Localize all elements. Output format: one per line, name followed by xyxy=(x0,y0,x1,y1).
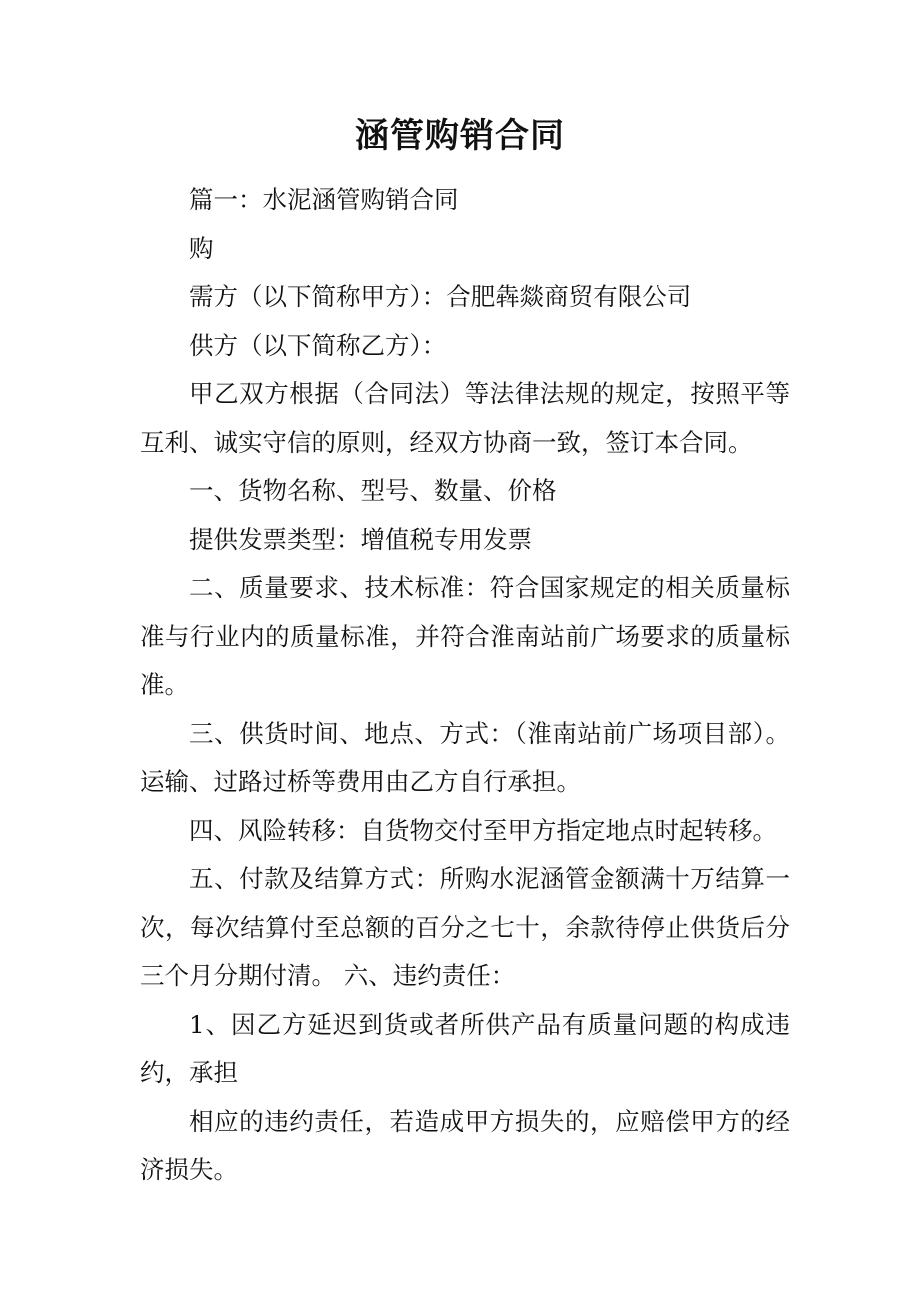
paragraph-clause-6-1-cont: 相应的违约责任，若造成甲方损失的，应赔偿甲方的经济损失。 xyxy=(140,1106,790,1184)
document-title: 涵管购销合同 xyxy=(355,116,565,156)
paragraph-clause-6-1: 1、因乙方延迟到货或者所供产品有质量问题的构成违约，承担 xyxy=(140,1009,790,1087)
paragraph-clause-5: 五、付款及结算方式：所购水泥涵管金额满十万结算一次，每次结算付至总额的百分之七十，余款待停止供货后分三个月分期付清。 六、违约责任： xyxy=(140,864,790,990)
paragraph-clause-3: 三、供货时间、地点、方式：（淮南站前广场项目部）。运输、过路过桥等费用由乙方自行承担。 xyxy=(140,718,790,796)
paragraph-supplier: 供方（以下简称乙方）： xyxy=(189,330,447,360)
paragraph-invoice-type: 提供发票类型：增值税专用发票 xyxy=(189,524,532,554)
document-body xyxy=(140,176,790,1195)
paragraph-fragment: 购 xyxy=(189,233,214,263)
paragraph-clause-4: 四、风险转移：自货物交付至甲方指定地点时起转移。 xyxy=(189,815,777,845)
paragraph-clause-1: 一、货物名称、型号、数量、价格 xyxy=(189,476,557,505)
paragraph-section-heading: 篇一：水泥涵管购销合同 xyxy=(189,185,459,214)
paragraph-preamble: 甲乙双方根据（合同法）等法律法规的规定，按照平等互利、诚实守信的原则，经双方协商一致，签订本合同。 xyxy=(140,379,790,457)
paragraph-clause-2: 二、质量要求、技术标准：符合国家规定的相关质量标准与行业内的质量标准，并符合淮南站前广场要求的质量标准。 xyxy=(140,573,790,699)
paragraph-buyer: 需方（以下简称甲方）：合肥犇燚商贸有限公司 xyxy=(189,282,692,311)
